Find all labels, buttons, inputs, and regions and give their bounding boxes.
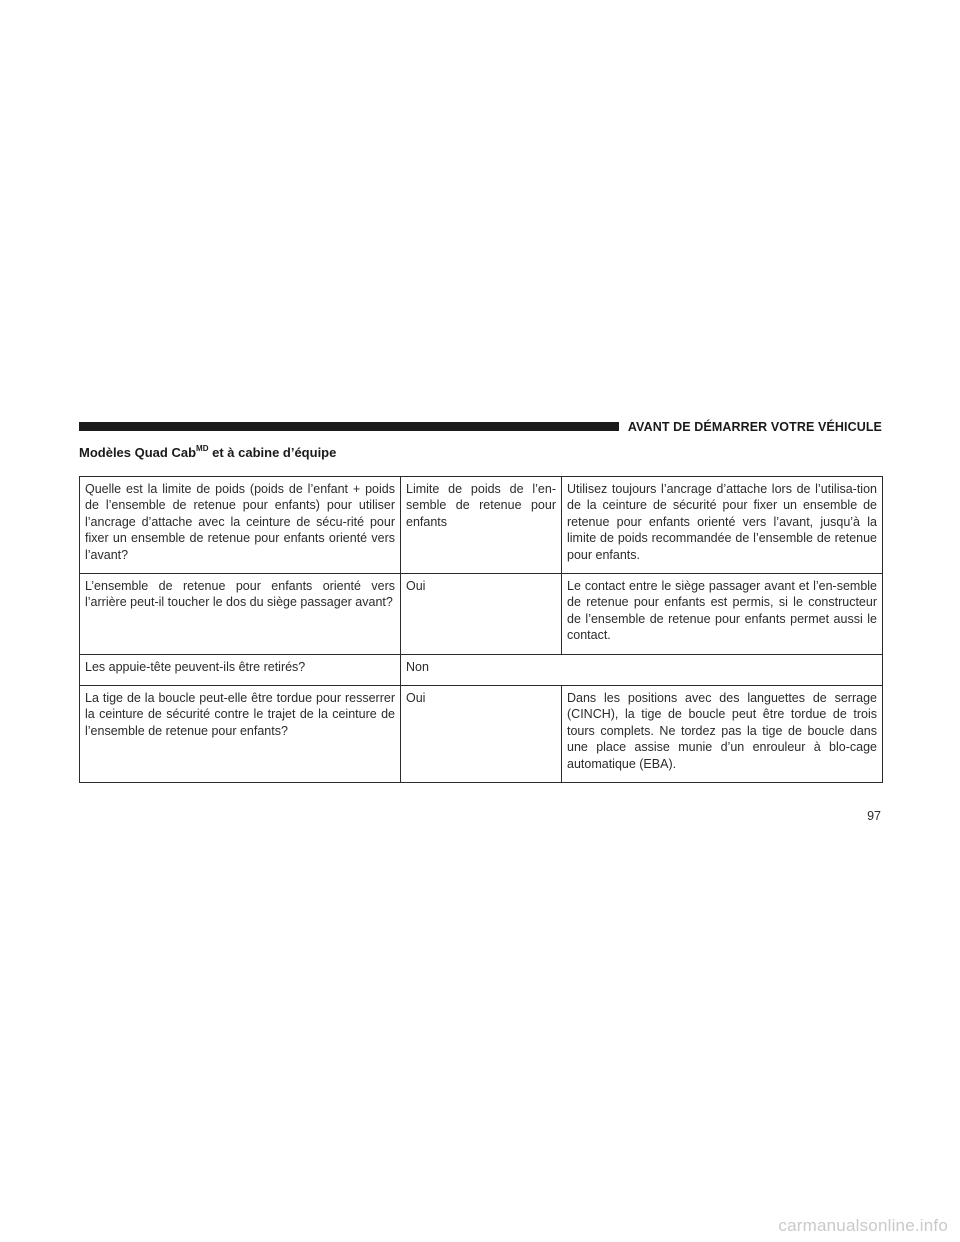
table-row [80,686,883,783]
answer-cell: Oui [401,686,562,783]
question-cell: La tige de la boucle peut-elle être tordue pour resserrer la ceinture de sécurité contre le trajet de la ceinture de l’ensemble de retenue pour enfants? [80,686,401,783]
answer-cell: Non [401,654,883,685]
section-heading-rest: et à cabine d’équipe [208,445,337,460]
header-rule [79,422,619,431]
table-row [80,477,883,574]
note-cell: Dans les positions avec des languettes de serrage (CINCH), la tige de boucle peut être tordue de trois tours complets. Ne tordez pas la tige de boucle dans une place assise munie d’un enrouleur à blo-cage automatique (EBA). [562,686,883,783]
section-heading [79,445,336,460]
section-heading-sup: MD [196,444,209,453]
question-cell: Quelle est la limite de poids (poids de l’enfant + poids de l’ensemble de retenue pour enfants) pour utiliser l’ancrage d’attache avec la ceinture de sécu-rité pour fixer un ensemble de retenue pour enfants orienté vers l’avant? [80,477,401,574]
question-cell: L’ensemble de retenue pour enfants orienté vers l’arrière peut-il toucher le dos du siège passager avant? [80,574,401,655]
section-heading-main: Modèles Quad Cab [79,445,197,460]
chapter-title: AVANT DE DÉMARRER VOTRE VÉHICULE [627,420,882,434]
question-cell: Les appuie-tête peuvent-ils être retirés? [80,654,401,685]
answer-cell: Oui [401,574,562,655]
note-cell: Le contact entre le siège passager avant et l’en-semble de retenue pour enfants est permis, si le constructeur de l’ensemble de retenue pour enfants permet aussi le contact. [562,574,883,655]
answer-cell: Limite de poids de l’en-semble de retenue pour enfants [401,477,562,574]
table-row [80,654,883,685]
table-row [80,574,883,655]
note-cell: Utilisez toujours l’ancrage d’attache lors de l’utilisa-tion de la ceinture de sécurité pour fixer un ensemble de retenue pour enfants orienté vers l’avant, jusqu’à la limite de poids recommandée de l’ensemble de retenue pour enfants. [562,477,883,574]
watermark: carmanualsonline.info [778,1216,948,1235]
page-number: 97 [867,809,881,823]
child-restraint-table [79,476,883,783]
